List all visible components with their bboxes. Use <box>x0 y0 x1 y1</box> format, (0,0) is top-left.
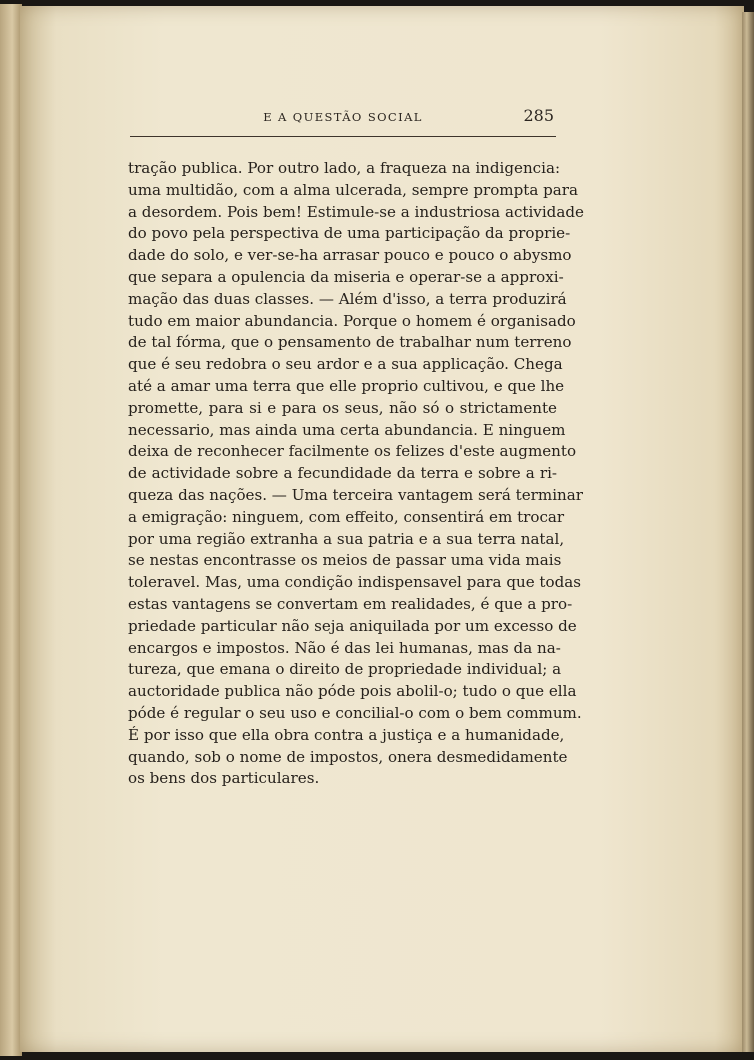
text-line: tração publica. Por outro lado, a fraqueza na indigencia: <box>128 159 561 177</box>
text-line: por uma região extranha a sua patria e a sua terra natal, <box>128 529 565 548</box>
text-line: encargos e impostos. Não é das lei humanas, mas da na- <box>128 638 561 657</box>
text-line: do povo pela perspectiva de uma participação da proprie- <box>128 224 571 243</box>
text-line: se nestas encontrasse os meios de passar uma vida mais <box>128 551 562 570</box>
text-line: priedade particular não seja aniquilada por um excesso de <box>128 616 577 635</box>
running-head-title: E A QUESTÃO SOCIAL <box>263 110 423 124</box>
facing-page-edge <box>0 4 22 1056</box>
text-line: toleravel. Mas, uma condição indispensavel para que todas <box>128 573 581 592</box>
header-rule <box>130 136 556 137</box>
text-line: necessario, mas ainda uma certa abundancia. E ninguem <box>128 420 566 439</box>
text-line: dade do solo, e ver-se-ha arrasar pouco e pouco o abysmo <box>128 246 572 265</box>
text-line: a emigração: ninguem, com effeito, consentirá em trocar <box>128 507 565 526</box>
text-line: mação das duas classes. — Além d'isso, a terra produzirá <box>128 289 567 308</box>
text-line: a desordem. Pois bem! Estimule-se a industriosa actividade <box>128 202 584 221</box>
text-line: quando, sob o nome de impostos, onera desmedidamente <box>128 747 568 766</box>
text-line: que é seu redobra o seu ardor e a sua applicação. Chega <box>128 355 563 374</box>
body-text <box>128 158 584 790</box>
text-line: estas vantagens se convertam em realidades, é que a pro- <box>128 594 573 613</box>
text-line: É por isso que ella obra contra a justiça e a humanidade, <box>128 725 565 744</box>
text-line: queza das nações. — Uma terceira vantagem será terminar <box>128 485 583 504</box>
text-line: póde é regular o seu uso e concilial-o com o bem commum. <box>128 703 582 722</box>
text-line: uma multidão, com a alma ulcerada, sempre prompta para <box>128 180 578 199</box>
text-line: que separa a opulencia da miseria e operar-se a approxi- <box>128 267 564 286</box>
page-number: 285 <box>523 106 554 125</box>
text-line: tudo em maior abundancia. Porque o homem é organisado <box>128 311 576 330</box>
text-line: de tal fórma, que o pensamento de trabalhar num terreno <box>128 333 572 352</box>
text-line: deixa de reconhecer facilmente os felizes d'este augmento <box>128 442 577 461</box>
text-line: até a amar uma terra que elle proprio cultivou, e que lhe <box>128 376 565 395</box>
text-line: auctoridade publica não póde pois abolil-o; tudo o que ella <box>128 682 577 701</box>
book-fore-edge <box>742 12 754 1052</box>
text-line: os bens dos particulares. <box>128 769 320 788</box>
text-line: de actividade sobre a fecundidade da terra e sobre a ri- <box>128 464 557 483</box>
text-line: tureza, que emana o direito de propriedade individual; a <box>128 660 562 679</box>
running-head <box>130 106 556 132</box>
text-line: promette, para si e para os seus, não só o strictamente <box>128 398 557 417</box>
